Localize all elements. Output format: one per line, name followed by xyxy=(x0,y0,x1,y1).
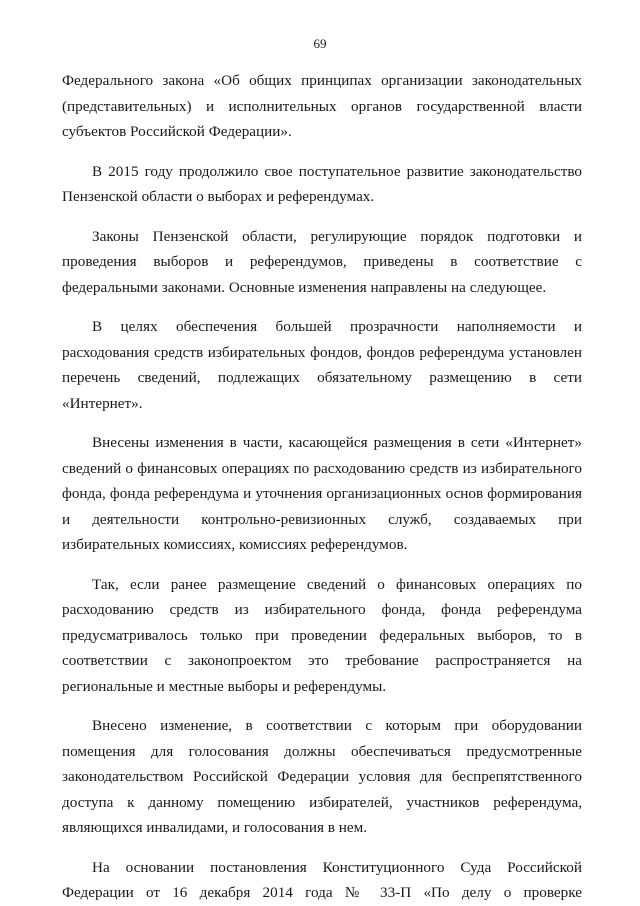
paragraph-3: Законы Пензенской области, регулирующие порядок подготовки и проведения выборов и референдумов, приведены в соответствие с федеральными законами. Основные изменения направлены на следующее. xyxy=(62,227,582,296)
paragraph-7: Внесено изменение, в соответствии с которым при оборудовании помещения для голосования должны обеспечиваться предусмотренные законодательством Российской Федерации условия для беспрепятственного доступа к данному помещению избирателей, участников референдума, являющихся инвалидами, и голосования в нем. xyxy=(62,717,582,836)
paragraph-2: В 2015 году продолжило свое поступательное развитие законодательство Пензенской области о выборах и референдумах. xyxy=(62,162,582,205)
paragraph-8: На основании постановления Конституционного Суда Российской Федерации от 16 декабря 2014 года № 33-П «По делу о проверке xyxy=(62,858,582,901)
page-number: 69 xyxy=(313,36,327,51)
paragraph-6: Так, если ранее размещение сведений о финансовых операциях по расходованию средств из избирательного фонда, фонда референдума предусматривалось только при проведении федеральных выборов, то в соответствии с законопроектом это требование распространяется на региональные и местные выборы и референдумы. xyxy=(62,575,582,695)
paragraph-1: Федерального закона «Об общих принципах организации законодательных (представительных) и исполнительных органов государственной власти субъектов Российской Федерации». xyxy=(62,72,582,140)
paragraph-4: В целях обеспечения большей прозрачности наполняемости и расходования средств избирательных фондов, фондов референдума установлен перечень сведений, подлежащих обязательному размещению в сети «Интернет». xyxy=(62,318,582,412)
paragraph-5: Внесены изменения в части, касающейся размещения в сети «Интернет» сведений о финансовых операциях по расходованию средств из избирательного фонда, фонда референдума и уточнения организационных основ формирования и деятельности контрольно-ревизионных служб, создаваемых при избирательных комиссиях, комиссиях референдумов. xyxy=(62,434,582,553)
document-body xyxy=(62,68,582,906)
